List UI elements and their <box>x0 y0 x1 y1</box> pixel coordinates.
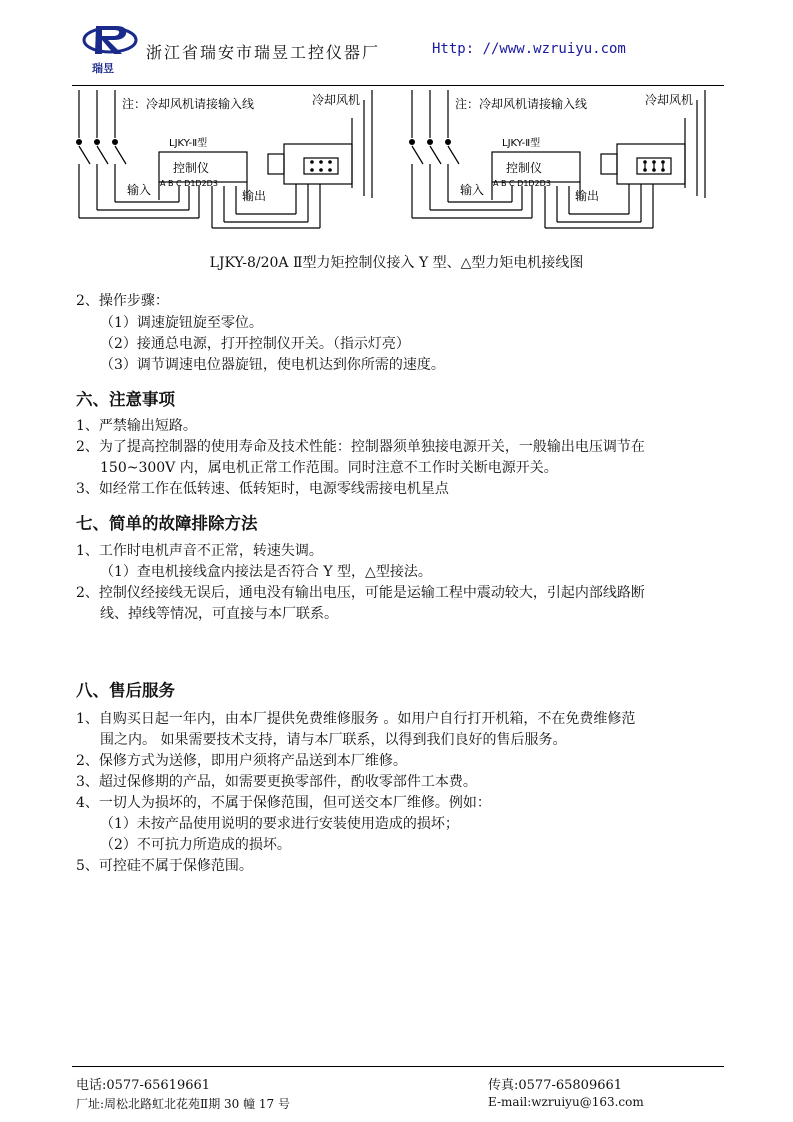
list-item: 1、严禁输出短路。 <box>76 418 197 434</box>
terminal-label: A B C D1D2D3 <box>493 179 551 188</box>
model-label: LJKY-Ⅱ型 <box>502 138 541 149</box>
fan-label: 冷却风机 <box>312 93 361 107</box>
list-item: 2、保修方式为送修，即用户须将产品送到本厂维修。 <box>76 753 407 769</box>
section-heading: 八、售后服务 <box>76 681 175 700</box>
list-item: 2、为了提高控制器的使用寿命及技术性能：控制器须单独接电源开关，一般输出电压调节在 <box>76 439 645 455</box>
company-url[interactable]: Http: //www.wzruiyu.com <box>432 41 626 57</box>
controller-label: 控制仪 <box>506 161 543 175</box>
operation-step: （1）调速旋钮旋至零位。 <box>100 315 263 331</box>
output-label: 输出 <box>575 189 600 203</box>
operation-step: （3）调节调速电位器旋钮，使电机达到你所需的速度。 <box>100 357 445 373</box>
diagram-note: 注：冷却风机请接输入线 <box>122 97 255 111</box>
list-item: 5、可控硅不属于保修范围。 <box>76 858 253 874</box>
list-item: （1）未按产品使用说明的要求进行安装使用造成的损坏； <box>100 816 459 832</box>
list-item: 1、工作时电机声音不正常，转速失调。 <box>76 543 323 559</box>
header-divider <box>72 85 724 86</box>
list-item: 1、自购买日起一年内，由本厂提供免费维修服务 。如用户自行打开机箱，不在免费维修范 <box>76 711 636 727</box>
diagram-note: 注：冷却风机请接输入线 <box>455 97 588 111</box>
logo-text: 瑞昱 <box>92 62 114 75</box>
list-item: 3、如经常工作在低转速、低转矩时，电源零线需接电机星点 <box>76 481 449 497</box>
operation-title: 2、操作步骤： <box>76 293 169 309</box>
section-heading: 六、注意事项 <box>76 390 175 409</box>
list-item: 2、控制仪经接线无误后，通电没有输出电压，可能是运输工程中震动较大，引起内部线路断 <box>76 585 645 601</box>
input-label: 输入 <box>460 183 485 197</box>
footer-fax: 传真:0577-65809661 <box>488 1078 623 1093</box>
company-logo <box>82 18 138 62</box>
operation-step: （2）接通总电源，打开控制仪开关。（指示灯亮） <box>100 336 410 352</box>
list-item: （2）不可抗力所造成的损坏。 <box>100 837 291 853</box>
wiring-diagram-delta <box>405 88 725 238</box>
list-item: 150~300V 内，属电机正常工作范围。同时注意不工作时关断电源开关。 <box>100 460 558 476</box>
company-name: 浙江省瑞安市瑞昱工控仪器厂 <box>146 43 381 62</box>
list-item: 3、超过保修期的产品，如需要更换零部件，酌收零部件工本费。 <box>76 774 477 790</box>
section-heading: 七、简单的故障排除方法 <box>76 514 258 533</box>
terminal-label: A B C D1D2D3 <box>160 179 218 188</box>
wiring-diagram-y <box>72 88 392 238</box>
list-item: 4、一切人为损坏的，不属于保修范围，但可送交本厂维修。例如： <box>76 795 491 811</box>
footer-divider <box>72 1066 724 1067</box>
list-item: （1）查电机接线盒内接法是否符合 Y 型，△型接法。 <box>100 564 432 580</box>
controller-label: 控制仪 <box>173 161 210 175</box>
output-label: 输出 <box>242 189 267 203</box>
diagram-caption: LJKY-8/20A Ⅱ型力矩控制仪接入 Y 型、△型力矩电机接线图 <box>209 255 584 271</box>
list-item: 围之内。 如果需要技术支持，请与本厂联系，以得到我们良好的售后服务。 <box>100 732 567 748</box>
input-label: 输入 <box>127 183 152 197</box>
list-item: 线、掉线等情况，可直接与本厂联系。 <box>100 606 338 622</box>
footer-email[interactable]: E-mail:wzruiyu@163.com <box>488 1095 644 1109</box>
model-label: LJKY-Ⅱ型 <box>169 138 208 149</box>
footer-address: 厂址:周松北路虹北花苑Ⅱ期 30 幢 17 号 <box>76 1097 290 1111</box>
footer-phone: 电话:0577-65619661 <box>76 1078 211 1093</box>
fan-label: 冷却风机 <box>645 93 694 107</box>
